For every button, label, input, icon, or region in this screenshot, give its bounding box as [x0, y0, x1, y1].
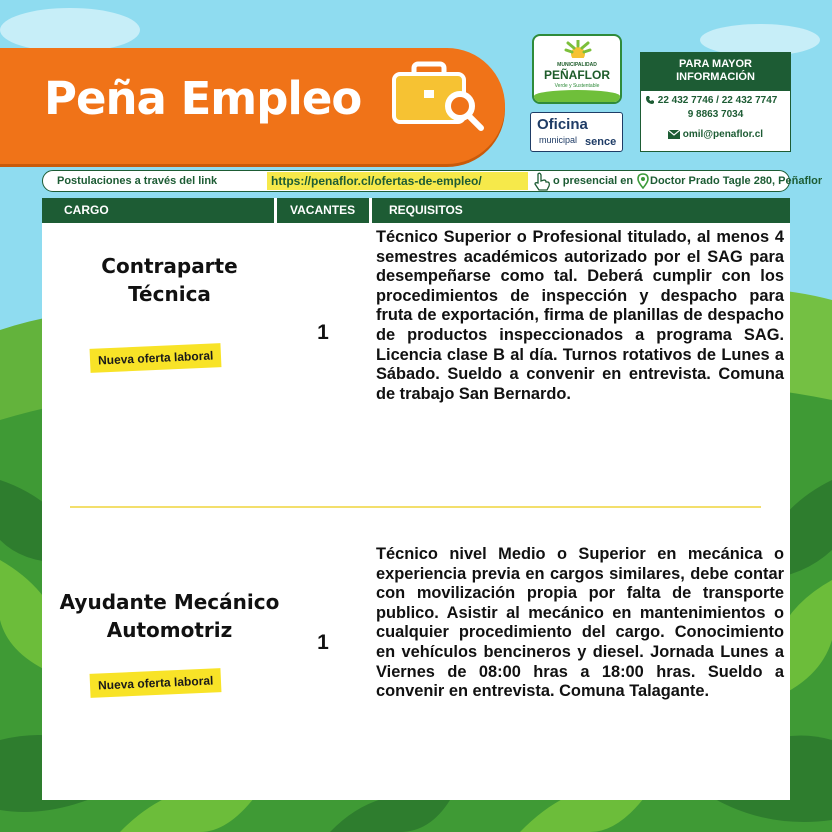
municipality-name: PEÑAFLOR — [544, 68, 610, 82]
contact-title-line1: PARA MAYOR — [679, 58, 752, 70]
municipality-logo — [532, 34, 622, 104]
municipal-label: municipal — [539, 135, 578, 145]
job-title-line: Contraparte — [101, 254, 238, 278]
job-title-line: Ayudante Mecánico — [59, 590, 280, 614]
contact-title-line2: INFORMACIÓN — [676, 71, 755, 83]
header-separator — [369, 198, 372, 223]
phone-icon — [645, 95, 655, 105]
mobile-number[interactable]: 9 8863 7034 — [687, 109, 744, 120]
sence-label: sence — [585, 136, 617, 148]
sun-icon — [564, 40, 592, 58]
location-pin-icon — [637, 173, 649, 189]
job-title-line: Técnica — [128, 282, 211, 306]
municipality-tagline: Verde y Sustentable — [554, 83, 600, 89]
hand-pointer-icon — [532, 172, 552, 191]
new-offer-badge: Nueva oferta laboral — [90, 668, 222, 698]
contact-info-header — [641, 53, 790, 91]
cloud — [0, 8, 140, 52]
email-row — [641, 129, 790, 140]
job-title — [42, 252, 297, 308]
contact-info-box — [640, 52, 791, 152]
row-divider — [70, 506, 761, 508]
email-address[interactable]: omil@penaflor.cl — [682, 129, 764, 140]
link-prefix-text: Postulaciones a través del link — [57, 175, 218, 187]
in-person-text: o presencial en — [553, 175, 634, 187]
application-link-bar — [42, 170, 823, 192]
office-address: Doctor Prado Tagle 280, Peñaflor — [650, 175, 823, 187]
header-vacantes: VACANTES — [290, 203, 356, 217]
header-cargo: CARGO — [64, 203, 109, 217]
page-title: Peña Empleo — [44, 72, 362, 125]
vacancy-count: 1 — [317, 321, 329, 344]
header-separator — [274, 198, 277, 223]
vacancy-count: 1 — [317, 631, 329, 654]
header-requisitos: REQUISITOS — [389, 203, 463, 217]
table-body — [42, 223, 790, 800]
new-offer-badge: Nueva oferta laboral — [90, 343, 222, 373]
job-requirements: Técnico nivel Medio o Superior en mecánica o experiencia previa en cargos similares, debe contar con movilización propia por falta de transporte publico. Asistir al mecánico en mantenimientos o cualquier procedimiento del cargo. Conocimiento en vehículos bencineros y diesel. Jornada Lunes a Viernes de 08:00 hras a 18:00 hras. Sueldo a convenir en entrevista. Comuna Talagante. — [376, 545, 784, 701]
logo-hills — [534, 90, 620, 102]
job-title-line: Automotriz — [106, 618, 233, 642]
table-header — [42, 198, 790, 223]
phone-numbers[interactable]: 22 432 7746 / 22 432 7747 — [657, 95, 778, 106]
briefcase-search-icon — [390, 60, 486, 132]
oficina-sence-logo — [530, 112, 623, 152]
application-link[interactable]: https://penaflor.cl/ofertas-de-empleo/ — [267, 172, 528, 190]
mail-icon — [668, 130, 680, 139]
municipality-label: MUNICIPALIDAD — [557, 62, 597, 68]
phone-row — [645, 95, 788, 106]
job-requirements: Técnico Superior o Profesional titulado, al menos 4 semestres académicos autorizado por el SAG para desempeñarse como tal. Deberá cumplir con los procedimientos de inspección y despacho para fruta de exportación, firma de planillas de despacho de productos inspeccionados a programa SAG. Licencia clase B al día. Turnos rotativos de Lunes a Sábado. Sueldo a convenir en entrevista. Comuna de trabajo San Bernardo. — [376, 228, 784, 403]
oficina-label: Oficina — [537, 116, 588, 133]
job-title — [42, 588, 297, 644]
